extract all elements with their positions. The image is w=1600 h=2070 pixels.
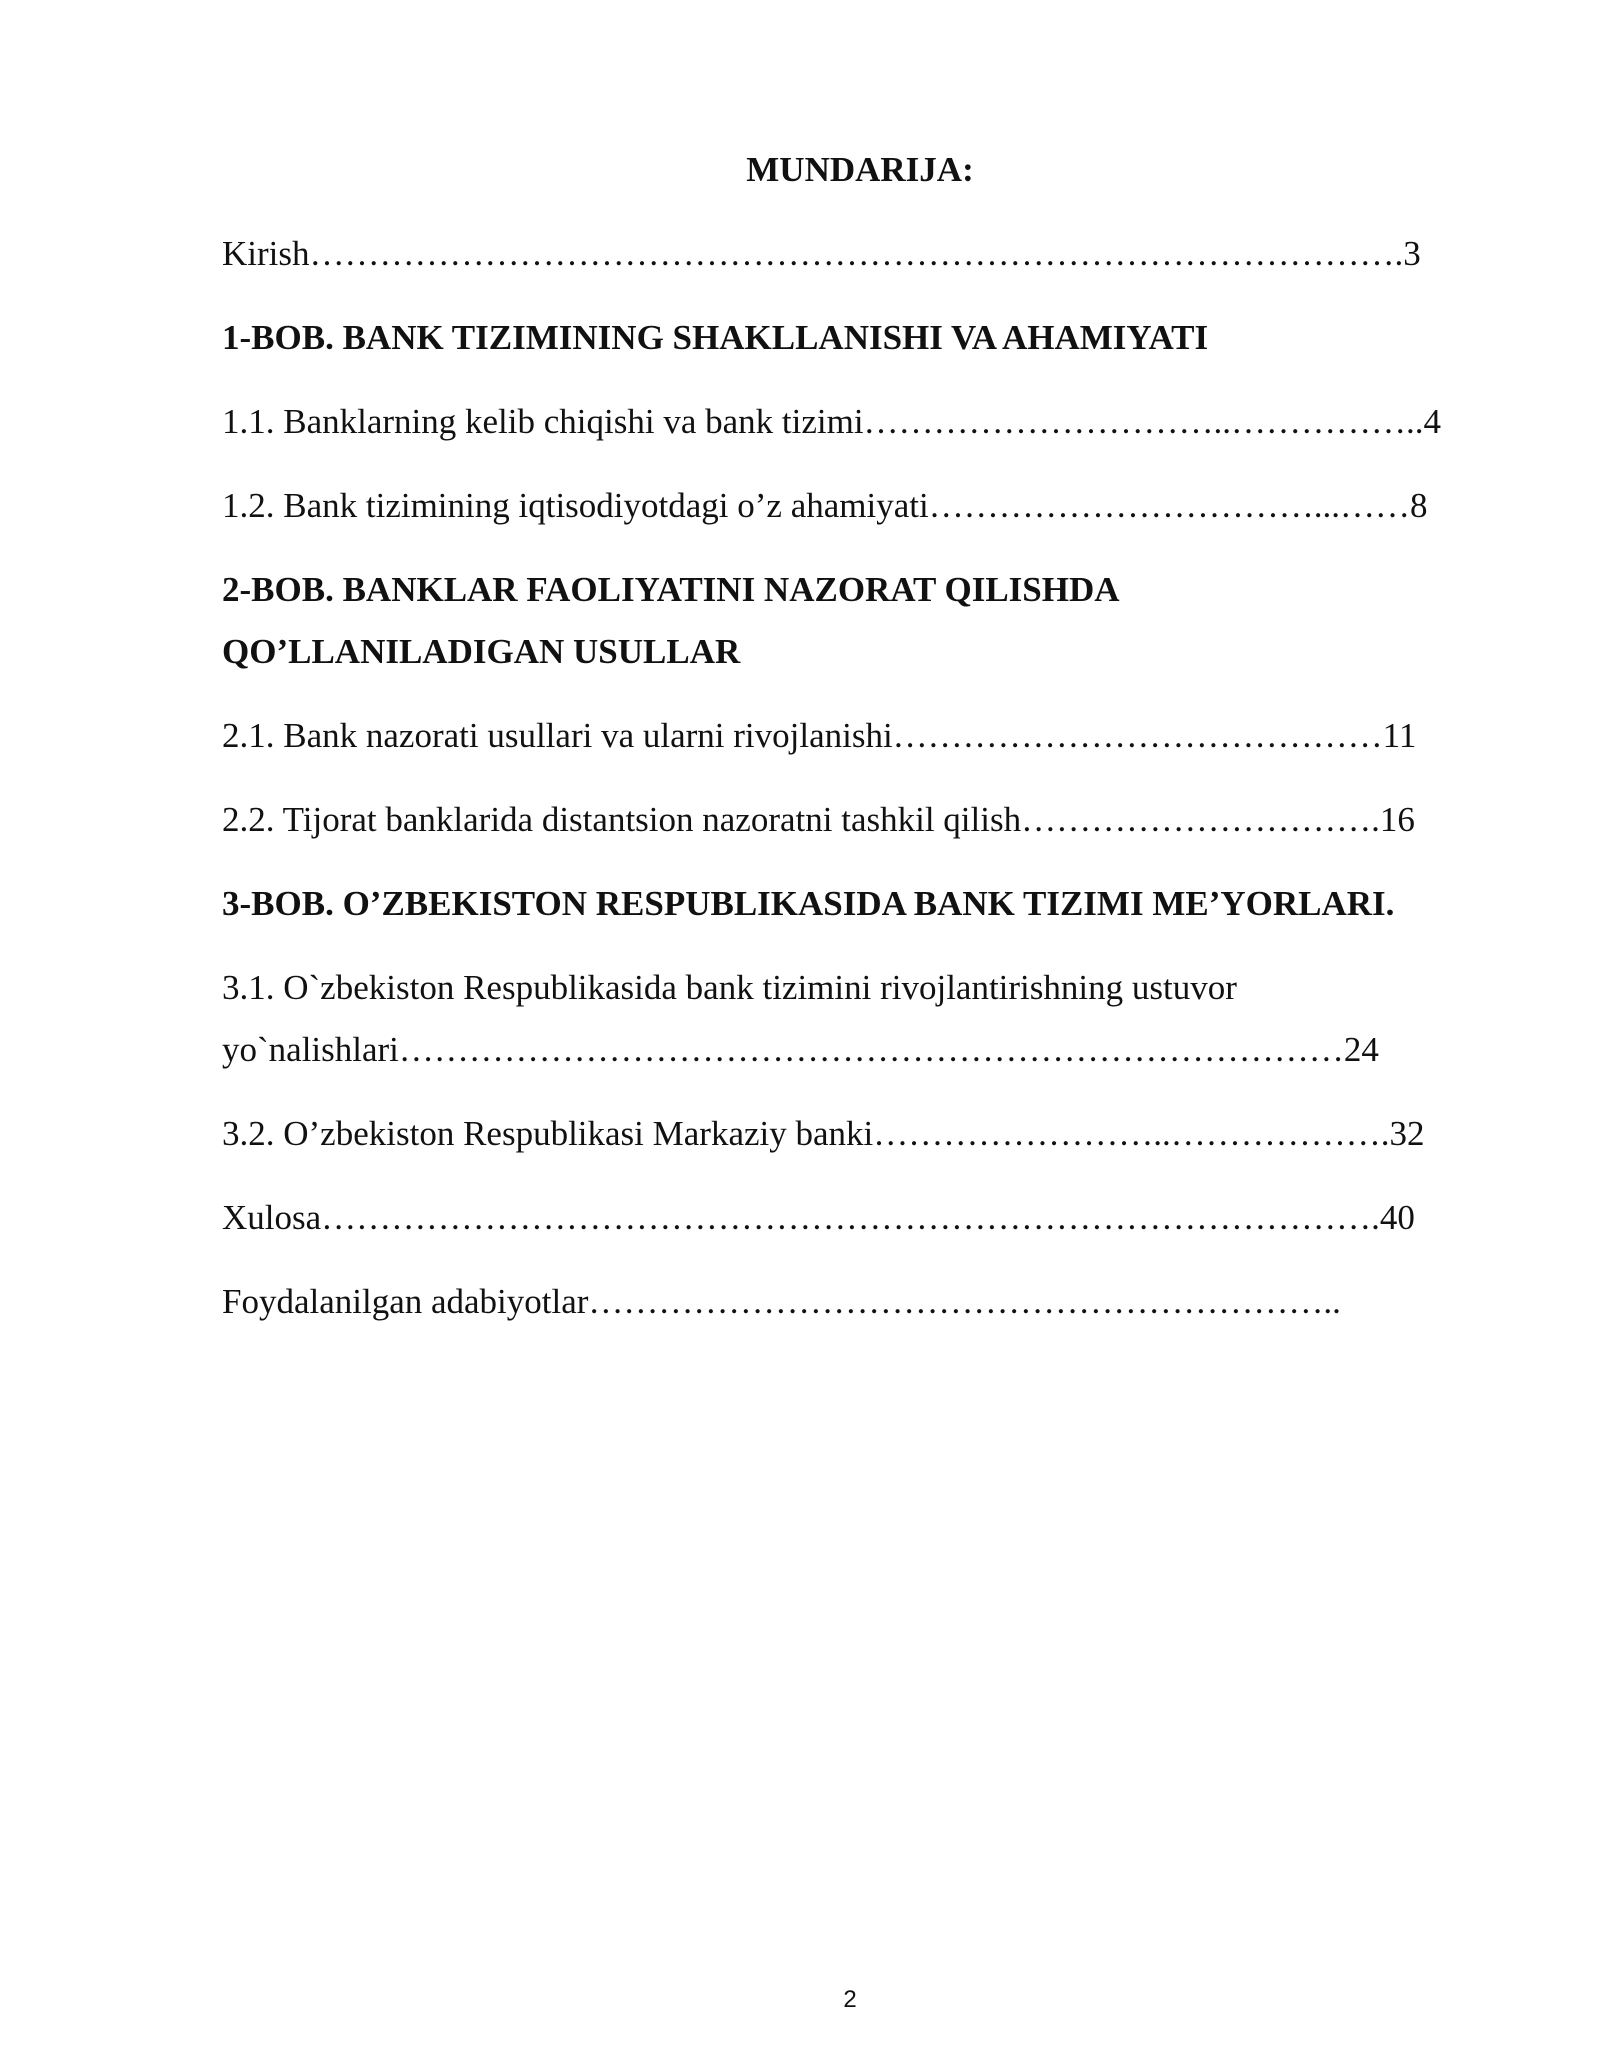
toc-entry-2-1: 2.1. Bank nazorati usullari va ularni rivojlanishi……………………………………11 xyxy=(222,716,1417,755)
toc-entry-kirish: Kirish………………………………………………………………………………….3 xyxy=(222,234,1421,273)
page-footer xyxy=(0,1984,1600,2016)
toc-chapter-1: 1-BOB. BANK TIZIMINING SHAKLLANISHI VA AHAMIYATI xyxy=(222,318,1209,357)
toc-entry-2-2: 2.2. Tijorat banklarida distantsion nazoratni tashkil qilish………………………….16 xyxy=(222,800,1415,839)
toc-chapter-2-line-2: QO’LLANILADIGAN USULLAR xyxy=(222,632,741,671)
toc-entry-3-1-line-1: 3.1. O`zbekiston Respublikasida bank tizimini rivojlantirishning ustuvor xyxy=(222,968,1237,1007)
toc-entry-1-1: 1.1. Banklarning kelib chiqishi va bank tizimi…………………………..……………..4 xyxy=(222,402,1442,441)
toc-entry-1-2: 1.2. Bank tizimining iqtisodiyotdagi o’z ahamiyati……………………………...……8 xyxy=(222,486,1428,525)
toc-entry-adabiyotlar: Foydalanilgan adabiyotlar……………………………………………………….. xyxy=(222,1282,1341,1321)
toc-entry-xulosa: Xulosa……………………………………………………………………………….40 xyxy=(222,1198,1415,1237)
toc-chapter-2-line-1: 2-BOB. BANKLAR FAOLIYATINI NAZORAT QILISHDA xyxy=(222,570,1120,609)
toc-entry-3-1-line-2: yo`nalishlari………………………………………………………………………24 xyxy=(222,1030,1379,1069)
toc-title: MUNDARIJA: xyxy=(746,150,974,189)
toc-title-wrapper xyxy=(0,142,1600,198)
toc-chapter-3: 3-BOB. O’ZBEKISTON RESPUBLIKASIDA BANK TIZIMI ME’YORLARI. xyxy=(222,884,1395,923)
page-number: 2 xyxy=(843,1986,857,2013)
toc-entry-3-2: 3.2. O’zbekiston Respublikasi Markaziy banki……………………..……………….32 xyxy=(222,1114,1425,1153)
